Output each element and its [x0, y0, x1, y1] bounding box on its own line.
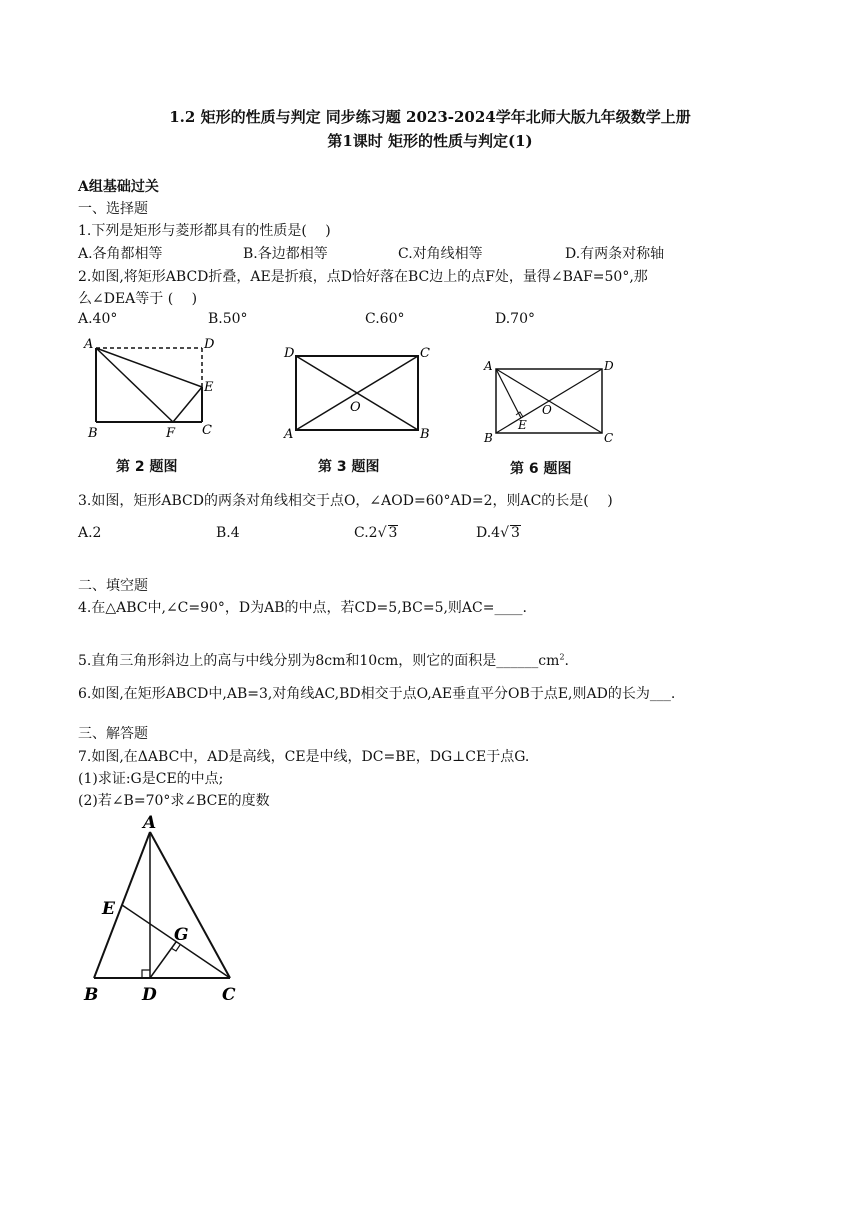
question-3-option-d-prefix: D.4	[476, 525, 501, 541]
figure-6-label-e: E	[518, 418, 527, 432]
section-heading-choice: 一、选择题	[78, 201, 148, 217]
question-2-option-a: A.40°	[78, 311, 118, 327]
question-7-part-2: (2)若∠B=70°求∠BCE的度数	[78, 793, 270, 809]
question-2-stem-line1: 2.如图,将矩形ABCD折叠，AE是折痕，点D恰好落在BC边上的点F处，量得∠BAF=50°,那	[78, 269, 648, 285]
figure-6-label-d: D	[604, 359, 614, 373]
figure-2-label-a: A	[84, 337, 94, 352]
figure-2-diagram	[80, 335, 230, 440]
figure-7-label-e: E	[102, 899, 115, 919]
document-subtitle: 第1课时 矩形的性质与判定(1)	[327, 132, 533, 150]
question-6: 6.如图,在矩形ABCD中,AB=3,对角线AC,BD相交于点O,AE垂直平分OB于点E,则AD的长为___.	[78, 686, 676, 702]
question-1-option-c: C.对角线相等	[398, 246, 483, 262]
figure-2-label-f: F	[166, 426, 176, 440]
question-3-option-c	[354, 525, 398, 541]
figure-3-diagram	[280, 340, 445, 440]
question-1-option-d: D.有两条对称轴	[565, 246, 665, 262]
question-2-stem-line2: 么∠DEA等于 ( )	[78, 291, 198, 307]
question-2-option-d: D.70°	[495, 311, 535, 327]
question-3-option-d-radicand: 3	[511, 525, 520, 541]
question-2-option-b: B.50°	[208, 311, 248, 327]
figure-6-caption: 第 6 题图	[510, 461, 572, 477]
figure-2-label-b: B	[88, 426, 98, 440]
figure-3-label-c: C	[420, 346, 430, 361]
question-3-stem: 3.如图，矩形ABCD的两条对角线相交于点O，∠AOD=60°AD=2，则AC的长是( )	[78, 493, 613, 509]
document-title: 1.2 矩形的性质与判定 同步练习题 2023-2024学年北师大版九年级数学上册	[169, 108, 691, 126]
figure-2-label-d: D	[204, 337, 215, 352]
section-heading-fill: 二、填空题	[78, 578, 148, 594]
question-3-option-c-prefix: C.2	[354, 525, 378, 541]
group-heading: A组基础过关	[78, 179, 159, 195]
question-3-option-d	[476, 525, 521, 541]
sqrt-sign-icon: √	[500, 525, 510, 541]
figure-7-label-a: A	[143, 813, 157, 833]
figure-6-label-b: B	[484, 431, 493, 445]
figure-7-label-c: C	[222, 985, 236, 1005]
figure-7-label-d: D	[142, 985, 157, 1005]
question-7-stem: 7.如图,在ΔABC中，AD是高线，CE是中线，DC=BE，DG⊥CE于点G.	[78, 749, 530, 765]
figure-7-label-g: G	[174, 925, 189, 945]
figure-3-label-o: O	[350, 400, 361, 415]
figure-3-label-a: A	[284, 427, 294, 440]
question-5-text: 5.直角三角形斜边上的高与中线分别为8cm和10cm，则它的面积是______cm	[78, 653, 560, 669]
question-5-superscript: 2	[559, 652, 565, 662]
question-1-stem: 1.下列是矩形与菱形都具有的性质是( )	[78, 223, 331, 239]
question-1-option-a: A.各角都相等	[78, 246, 163, 262]
figure-2-caption: 第 2 题图	[116, 459, 178, 475]
figure-3-label-d: D	[284, 346, 295, 361]
figure-6-label-o: O	[542, 403, 552, 417]
figure-7-label-b: B	[84, 985, 99, 1005]
question-5	[78, 650, 569, 670]
question-3-option-c-radicand: 3	[388, 525, 398, 541]
figure-2-label-c: C	[202, 423, 212, 438]
question-7-part-1: (1)求证:G是CE的中点;	[78, 771, 224, 787]
question-2-option-c: C.60°	[365, 311, 405, 327]
question-1-option-b: B.各边都相等	[243, 246, 328, 262]
figure-3-label-b: B	[420, 427, 430, 440]
question-4: 4.在△ABC中,∠C=90°，D为AB的中点，若CD=5,BC=5,则AC=____.	[78, 600, 527, 616]
figure-7-diagram	[80, 810, 250, 1010]
figure-2-label-e: E	[204, 380, 214, 395]
section-heading-solve: 三、解答题	[78, 726, 148, 742]
question-5-tail: .	[564, 653, 569, 669]
figure-6-diagram	[480, 357, 620, 447]
sqrt-sign-icon: √	[377, 525, 387, 541]
figure-6-label-a: A	[484, 359, 493, 373]
figure-3-caption: 第 3 题图	[318, 459, 380, 475]
question-3-option-a: A.2	[78, 525, 102, 541]
figure-6-label-c: C	[604, 431, 614, 445]
question-3-option-b: B.4	[216, 525, 240, 541]
